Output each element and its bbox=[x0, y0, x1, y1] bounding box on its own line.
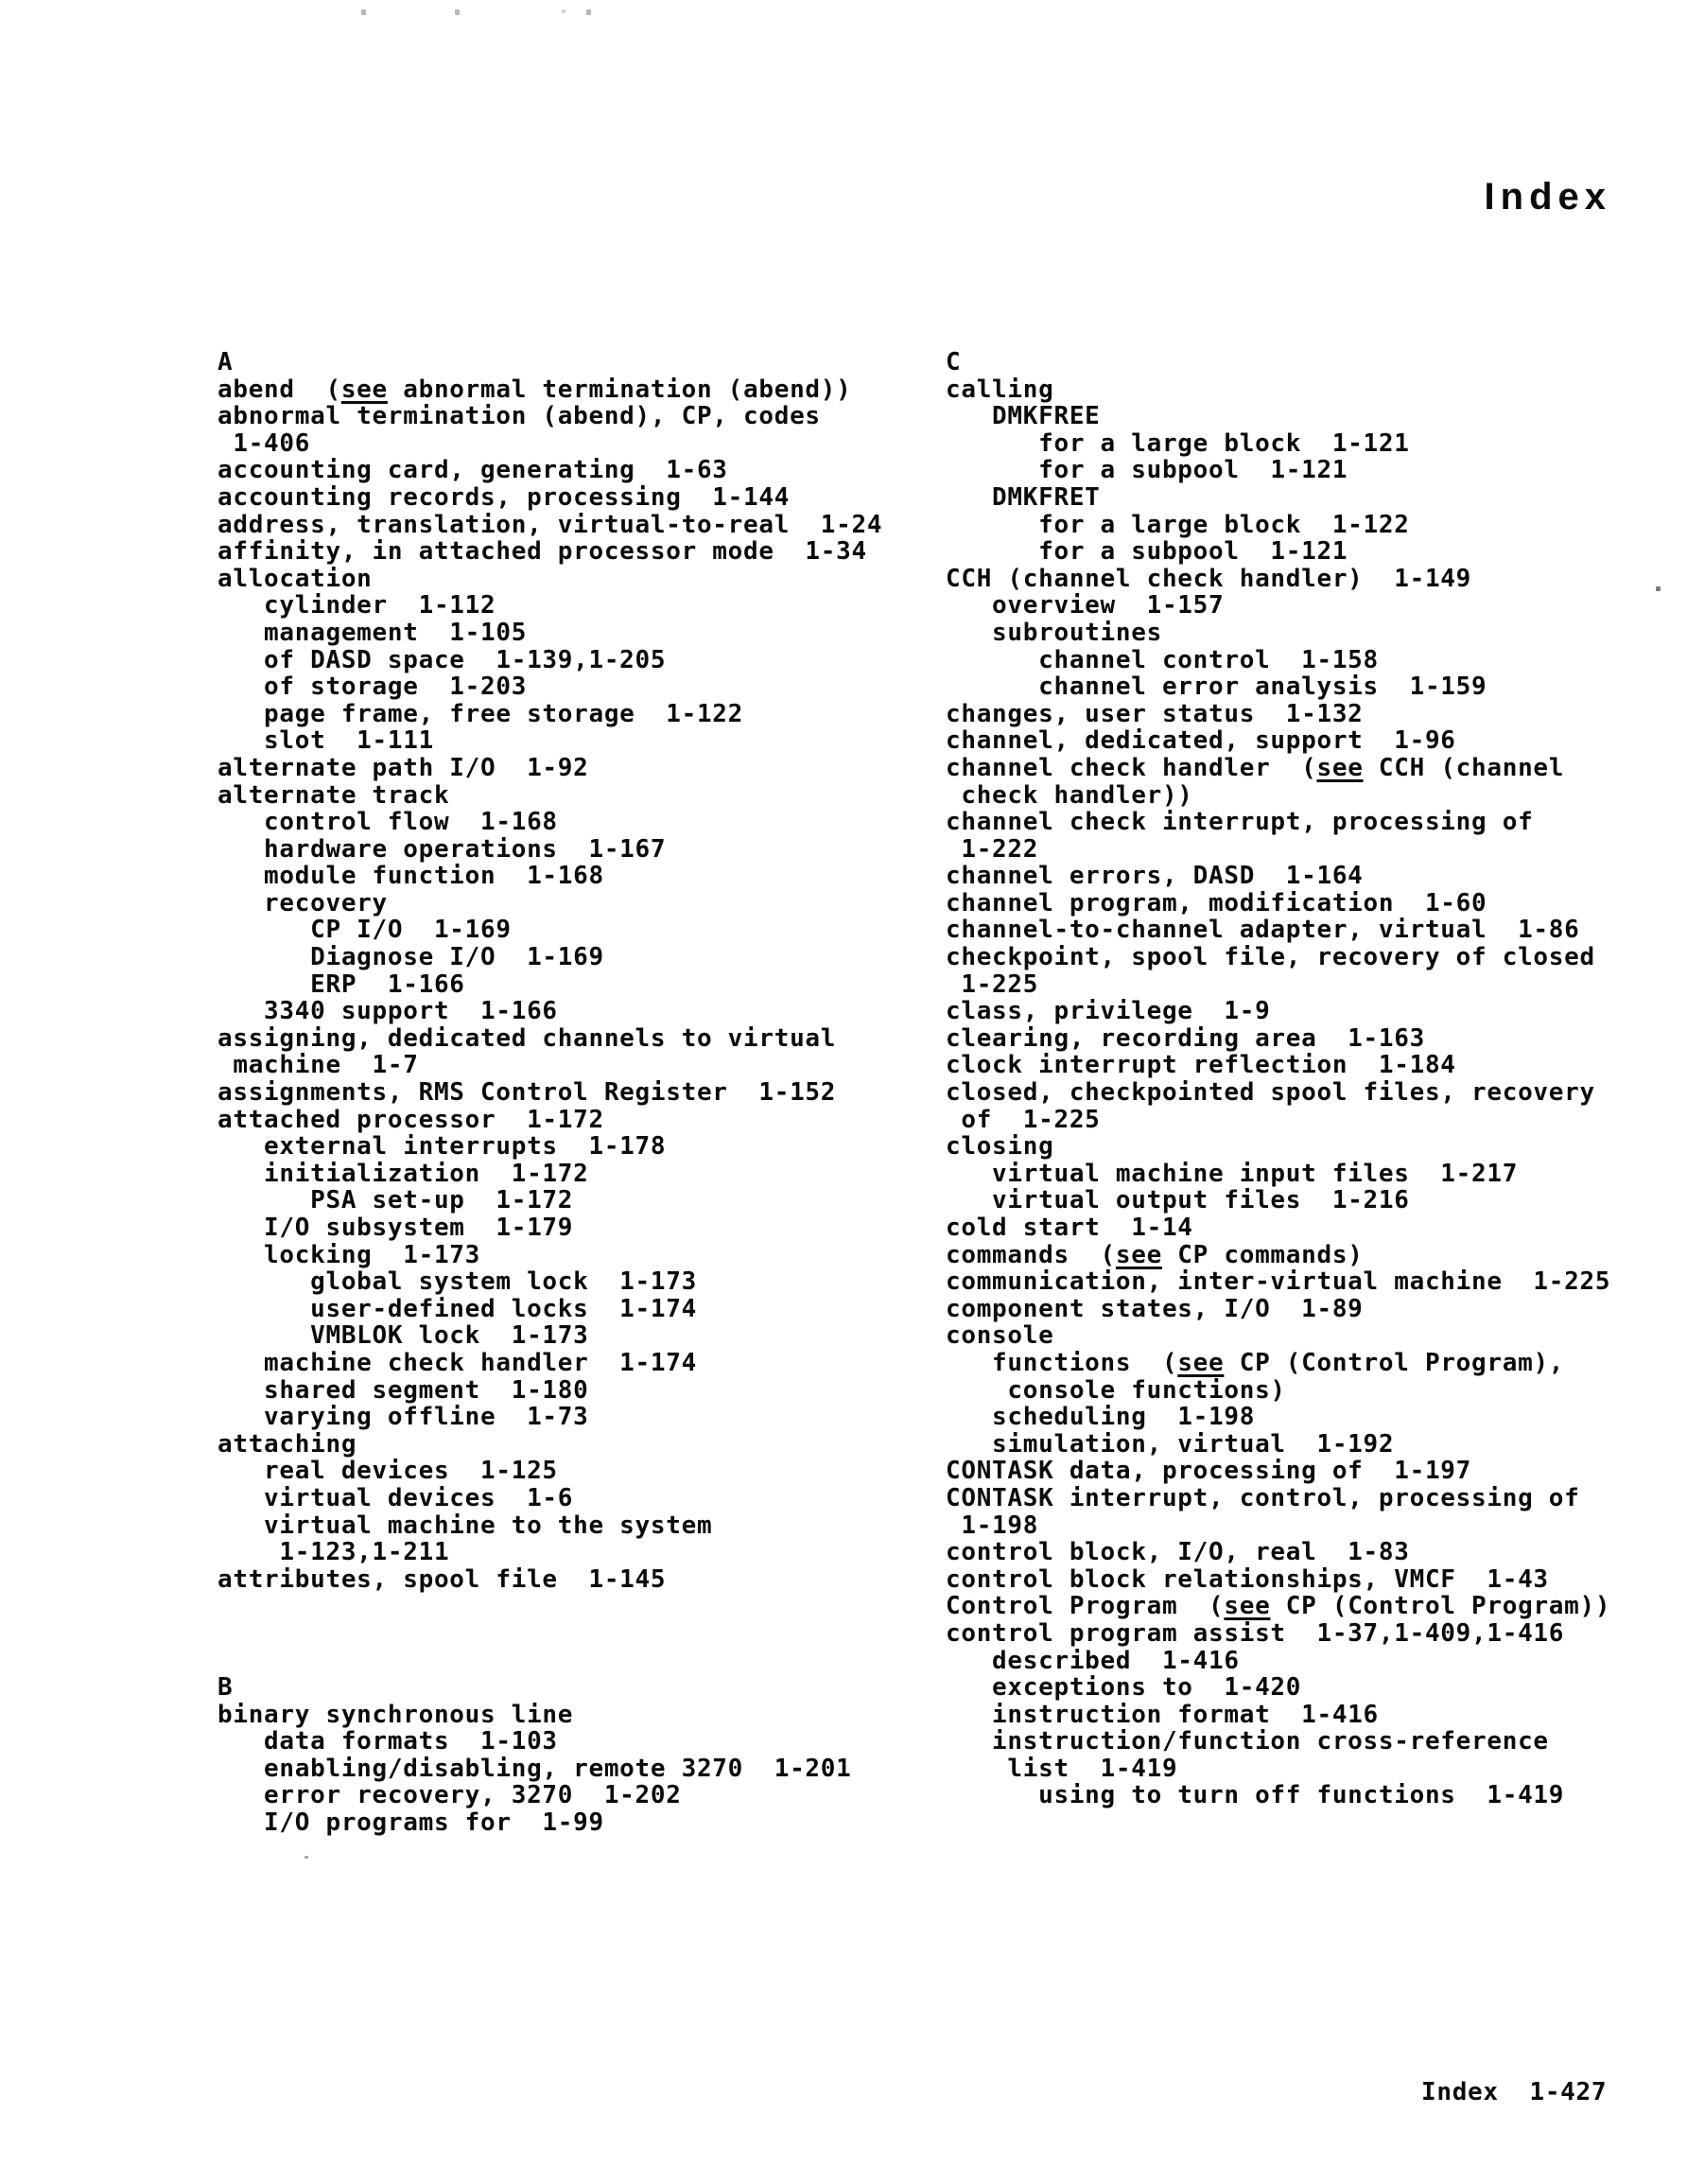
index-line-text: channel check handler ( bbox=[946, 753, 1317, 782]
index-line bbox=[217, 1431, 922, 1459]
index-line bbox=[946, 1187, 1664, 1214]
index-line bbox=[946, 1728, 1664, 1756]
index-line bbox=[217, 484, 922, 512]
index-line-text: instruction format 1-416 bbox=[946, 1700, 1379, 1729]
scan-artifact bbox=[1656, 586, 1661, 591]
scan-artifact bbox=[586, 9, 591, 15]
index-line bbox=[946, 647, 1664, 674]
index-line-text: scheduling 1-198 bbox=[946, 1403, 1256, 1432]
index-line bbox=[217, 1107, 922, 1134]
index-line bbox=[946, 836, 1664, 864]
index-line bbox=[217, 1620, 922, 1648]
index-line-text: attributes, spool file 1-145 bbox=[217, 1564, 667, 1594]
index-line bbox=[217, 998, 922, 1025]
index-column-right bbox=[946, 349, 1664, 1809]
scan-artifact bbox=[455, 9, 460, 15]
index-line-text: check handler)) bbox=[946, 780, 1193, 810]
index-line bbox=[217, 1404, 922, 1431]
index-line bbox=[946, 1539, 1664, 1566]
index-line bbox=[217, 1512, 922, 1540]
index-line-text: hardware operations 1-167 bbox=[217, 834, 667, 864]
index-line bbox=[946, 1674, 1664, 1702]
index-line bbox=[217, 1648, 922, 1675]
index-line bbox=[217, 1268, 922, 1296]
index-line-text: management 1-105 bbox=[217, 618, 528, 647]
index-line bbox=[217, 566, 922, 593]
scan-artifact bbox=[361, 9, 366, 15]
index-line bbox=[946, 430, 1664, 458]
index-line-text: subroutines bbox=[946, 618, 1162, 647]
cross-ref-see: see bbox=[1316, 753, 1364, 782]
index-line-text: for a large block 1-121 bbox=[946, 428, 1410, 458]
index-line-text: assignments, RMS Control Register 1-152 bbox=[217, 1078, 837, 1108]
index-line bbox=[946, 457, 1664, 484]
index-line bbox=[946, 592, 1664, 620]
index-line bbox=[217, 1458, 922, 1485]
index-line-text: external interrupts 1-178 bbox=[217, 1132, 667, 1162]
index-line bbox=[946, 890, 1664, 917]
index-line bbox=[217, 727, 922, 755]
index-line bbox=[217, 1485, 922, 1512]
index-line bbox=[946, 1161, 1664, 1188]
index-line bbox=[217, 971, 922, 999]
index-line bbox=[946, 809, 1664, 836]
index-line-text: slot 1-111 bbox=[217, 726, 434, 756]
scan-artifact bbox=[304, 1856, 308, 1859]
index-line-text: alternate track bbox=[217, 780, 450, 810]
index-line-text: checkpoint, spool file, recovery of closed bbox=[946, 943, 1595, 972]
index-line bbox=[946, 566, 1664, 593]
index-line bbox=[217, 1782, 922, 1809]
index-line bbox=[946, 1133, 1664, 1161]
index-line-text: calling bbox=[946, 375, 1054, 404]
index-line-text: initialization 1-172 bbox=[217, 1159, 589, 1188]
index-line-text: virtual devices 1-6 bbox=[217, 1483, 574, 1512]
index-line-text: for a subpool 1-121 bbox=[946, 456, 1348, 485]
index-line-text: channel errors, DASD 1-164 bbox=[946, 862, 1364, 891]
index-line bbox=[217, 403, 922, 430]
index-line bbox=[946, 1350, 1664, 1377]
index-line bbox=[217, 538, 922, 566]
index-line-text: virtual machine to the system bbox=[217, 1511, 713, 1540]
index-line-text: cylinder 1-112 bbox=[217, 591, 496, 620]
index-line bbox=[217, 1161, 922, 1188]
index-line-text: I/O programs for 1-99 bbox=[217, 1808, 604, 1838]
index-line bbox=[217, 1296, 922, 1323]
index-line bbox=[946, 1322, 1664, 1350]
index-line-text: exceptions to 1-420 bbox=[946, 1673, 1302, 1703]
index-line-text: using to turn off functions 1-419 bbox=[946, 1781, 1565, 1810]
index-line-text: virtual output files 1-216 bbox=[946, 1186, 1410, 1215]
index-line bbox=[946, 1107, 1664, 1134]
index-line-text: list 1-419 bbox=[946, 1754, 1178, 1783]
index-line bbox=[946, 1566, 1664, 1594]
index-line bbox=[217, 1593, 922, 1620]
index-line bbox=[946, 1242, 1664, 1269]
index-line bbox=[217, 1052, 922, 1079]
index-line bbox=[217, 1025, 922, 1053]
index-line-text: of 1-225 bbox=[946, 1105, 1101, 1134]
index-line bbox=[217, 701, 922, 728]
index-line bbox=[217, 1756, 922, 1783]
index-line bbox=[217, 863, 922, 890]
page-title: Index bbox=[1484, 176, 1611, 218]
index-line bbox=[946, 1214, 1664, 1242]
index-line-text: channel, dedicated, support 1-96 bbox=[946, 726, 1456, 756]
index-line-text: abnormal termination (abend), CP, codes bbox=[217, 402, 821, 431]
index-line-text: of DASD space 1-139,1-205 bbox=[217, 645, 667, 674]
index-line bbox=[946, 1702, 1664, 1729]
index-line bbox=[946, 512, 1664, 539]
index-line-text: Control Program ( bbox=[946, 1592, 1225, 1621]
index-line bbox=[946, 1512, 1664, 1540]
index-column-left bbox=[217, 349, 922, 1837]
index-line bbox=[946, 1377, 1664, 1405]
index-line bbox=[217, 1133, 922, 1161]
index-line bbox=[217, 782, 922, 810]
index-line bbox=[217, 1539, 922, 1566]
index-line-text: CONTASK data, processing of 1-197 bbox=[946, 1457, 1472, 1486]
index-line-text: varying offline 1-73 bbox=[217, 1403, 589, 1432]
index-line bbox=[946, 1296, 1664, 1323]
scan-artifact bbox=[562, 9, 565, 13]
index-line-text: channel control 1-158 bbox=[946, 645, 1379, 674]
index-line bbox=[946, 620, 1664, 647]
index-line-text: machine 1-7 bbox=[217, 1051, 419, 1080]
index-line bbox=[946, 673, 1664, 701]
index-line-text: shared segment 1-180 bbox=[217, 1375, 589, 1405]
index-line-text: channel error analysis 1-159 bbox=[946, 673, 1487, 702]
index-line bbox=[217, 836, 922, 864]
index-line-text: closed, checkpointed spool files, recovery bbox=[946, 1078, 1595, 1108]
index-line bbox=[946, 944, 1664, 971]
index-line bbox=[217, 512, 922, 539]
index-line bbox=[946, 403, 1664, 430]
index-line bbox=[217, 430, 922, 458]
index-line bbox=[946, 1025, 1664, 1053]
index-line bbox=[946, 917, 1664, 944]
index-line-text: CP commands) bbox=[1161, 1240, 1364, 1269]
index-line-text: overview 1-157 bbox=[946, 591, 1225, 620]
index-line-text: alternate path I/O 1-92 bbox=[217, 753, 589, 782]
index-line bbox=[217, 1566, 922, 1594]
index-line-text: control program assist 1-37,1-409,1-416 bbox=[946, 1618, 1565, 1648]
index-line bbox=[946, 1404, 1664, 1431]
index-line bbox=[946, 755, 1664, 782]
index-line bbox=[946, 727, 1664, 755]
index-line-text: 1-406 bbox=[217, 428, 311, 458]
index-line-text: ERP 1-166 bbox=[217, 970, 465, 999]
index-line-text: 1-123,1-211 bbox=[217, 1538, 450, 1567]
index-line bbox=[217, 1214, 922, 1242]
index-line bbox=[217, 647, 922, 674]
index-line-text: channel program, modification 1-60 bbox=[946, 888, 1487, 917]
index-line-text: virtual machine input files 1-217 bbox=[946, 1159, 1519, 1188]
index-line bbox=[946, 1620, 1664, 1648]
index-line bbox=[946, 349, 1664, 376]
index-line-text: accounting card, generating 1-63 bbox=[217, 456, 728, 485]
index-line-text: CP (Control Program), bbox=[1224, 1348, 1565, 1377]
index-line bbox=[946, 998, 1664, 1025]
index-line bbox=[946, 1458, 1664, 1485]
index-line-text: DMKFREE bbox=[946, 402, 1101, 431]
index-line bbox=[217, 755, 922, 782]
index-line-text: locking 1-173 bbox=[217, 1240, 481, 1269]
index-line-text: DMKFRET bbox=[946, 482, 1101, 512]
index-line-text: console functions) bbox=[946, 1375, 1286, 1405]
index-line-text: 3340 support 1-166 bbox=[217, 997, 558, 1026]
index-line bbox=[946, 971, 1664, 999]
index-line-text: accounting records, processing 1-144 bbox=[217, 482, 791, 512]
index-line bbox=[217, 592, 922, 620]
index-line bbox=[217, 890, 922, 917]
index-line-text: CCH (channel bbox=[1363, 753, 1565, 782]
index-line-text: real devices 1-125 bbox=[217, 1457, 558, 1486]
index-line-text: channel check interrupt, processing of bbox=[946, 808, 1534, 837]
index-line bbox=[946, 1593, 1664, 1620]
index-line bbox=[217, 457, 922, 484]
index-line-text: cold start 1-14 bbox=[946, 1214, 1193, 1242]
index-line-text: CCH (channel check handler) 1-149 bbox=[946, 564, 1472, 593]
index-line bbox=[217, 1674, 922, 1702]
index-line-text: module function 1-168 bbox=[217, 862, 604, 891]
index-line-text: attaching bbox=[217, 1429, 357, 1459]
index-line-text: affinity, in attached processor mode 1-34 bbox=[217, 537, 867, 567]
index-line-text: user-defined locks 1-174 bbox=[217, 1294, 697, 1323]
index-line bbox=[217, 673, 922, 701]
index-line bbox=[946, 484, 1664, 512]
index-line bbox=[946, 1079, 1664, 1107]
index-line-text: page frame, free storage 1-122 bbox=[217, 699, 744, 728]
index-line-text: 1-225 bbox=[946, 970, 1039, 999]
index-line-text: for a large block 1-122 bbox=[946, 510, 1410, 539]
index-line bbox=[217, 349, 922, 376]
index-line bbox=[217, 1350, 922, 1377]
index-line-text: recovery bbox=[217, 888, 388, 917]
index-line-text: of storage 1-203 bbox=[217, 673, 528, 702]
index-line-text: error recovery, 3270 1-202 bbox=[217, 1781, 682, 1810]
index-line bbox=[217, 944, 922, 971]
index-line-text: abnormal termination (abend)) bbox=[387, 375, 852, 404]
index-line bbox=[946, 1052, 1664, 1079]
index-line bbox=[217, 620, 922, 647]
index-line bbox=[217, 1728, 922, 1756]
index-line-text: simulation, virtual 1-192 bbox=[946, 1429, 1395, 1459]
cross-ref-see: see bbox=[340, 375, 388, 404]
index-line-text: VMBLOK lock 1-173 bbox=[217, 1321, 589, 1351]
index-line bbox=[217, 1702, 922, 1729]
index-line bbox=[217, 1809, 922, 1837]
index-line-text: B bbox=[217, 1673, 234, 1703]
cross-ref-see: see bbox=[1115, 1240, 1162, 1269]
index-line-text: data formats 1-103 bbox=[217, 1727, 558, 1756]
index-line-text: address, translation, virtual-to-real 1-24 bbox=[217, 510, 883, 539]
index-line-text: console bbox=[946, 1321, 1054, 1351]
index-line-text: 1-222 bbox=[946, 834, 1039, 864]
index-line-text: component states, I/O 1-89 bbox=[946, 1294, 1364, 1323]
index-line-text: control block, I/O, real 1-83 bbox=[946, 1538, 1410, 1567]
index-line-text: 1-198 bbox=[946, 1511, 1039, 1540]
index-line bbox=[946, 538, 1664, 566]
index-line-text: for a subpool 1-121 bbox=[946, 537, 1348, 567]
index-line-text: machine check handler 1-174 bbox=[217, 1348, 697, 1377]
index-line-text: abend ( bbox=[217, 375, 341, 404]
index-line bbox=[217, 1322, 922, 1350]
index-line bbox=[946, 1485, 1664, 1512]
index-line bbox=[946, 1648, 1664, 1675]
index-line-text: instruction/function cross-reference bbox=[946, 1727, 1549, 1756]
index-line-text: described 1-416 bbox=[946, 1646, 1240, 1675]
index-line-text: clock interrupt reflection 1-184 bbox=[946, 1051, 1456, 1080]
index-line bbox=[217, 917, 922, 944]
index-line bbox=[946, 701, 1664, 728]
index-line-text: channel-to-channel adapter, virtual 1-86 bbox=[946, 916, 1580, 945]
index-line-text: class, privilege 1-9 bbox=[946, 997, 1271, 1026]
index-line-text: control block relationships, VMCF 1-43 bbox=[946, 1564, 1549, 1594]
index-line-text: assigning, dedicated channels to virtual bbox=[217, 1023, 837, 1053]
index-line-text: A bbox=[217, 348, 234, 376]
index-line bbox=[946, 1268, 1664, 1296]
index-line bbox=[217, 1242, 922, 1269]
index-line bbox=[946, 376, 1664, 404]
index-line-text: changes, user status 1-132 bbox=[946, 699, 1364, 728]
index-line bbox=[217, 1187, 922, 1214]
index-line-text: clearing, recording area 1-163 bbox=[946, 1023, 1425, 1053]
index-line-text: global system lock 1-173 bbox=[217, 1267, 697, 1297]
index-line bbox=[946, 782, 1664, 810]
index-line-text: enabling/disabling, remote 3270 1-201 bbox=[217, 1754, 852, 1783]
index-line bbox=[217, 809, 922, 836]
cross-ref-see: see bbox=[1177, 1348, 1225, 1377]
index-line bbox=[217, 376, 922, 404]
index-line bbox=[946, 863, 1664, 890]
index-line-text: I/O subsystem 1-179 bbox=[217, 1214, 574, 1242]
index-line-text: CP I/O 1-169 bbox=[217, 916, 512, 945]
cross-ref-see: see bbox=[1224, 1592, 1271, 1621]
index-line-text: CP (Control Program)) bbox=[1270, 1592, 1611, 1621]
index-line bbox=[946, 1431, 1664, 1459]
index-line bbox=[946, 1756, 1664, 1783]
index-line-text: C bbox=[946, 348, 962, 376]
index-line-text: PSA set-up 1-172 bbox=[217, 1186, 574, 1215]
index-line-text: functions ( bbox=[946, 1348, 1178, 1377]
index-line-text: communication, inter-virtual machine 1-225 bbox=[946, 1267, 1611, 1297]
index-line bbox=[217, 1377, 922, 1405]
index-line-text: commands ( bbox=[946, 1240, 1116, 1269]
index-line-text: CONTASK interrupt, control, processing of bbox=[946, 1483, 1580, 1512]
index-line-text: closing bbox=[946, 1132, 1054, 1162]
index-line-text: control flow 1-168 bbox=[217, 808, 558, 837]
index-line-text: attached processor 1-172 bbox=[217, 1105, 604, 1134]
index-line-text: binary synchronous line bbox=[217, 1700, 574, 1729]
index-line-text: allocation bbox=[217, 564, 373, 593]
page-footer: Index 1-427 bbox=[1421, 2078, 1608, 2106]
index-line bbox=[217, 1079, 922, 1107]
index-line bbox=[946, 1782, 1664, 1809]
index-line-text: Diagnose I/O 1-169 bbox=[217, 943, 604, 972]
